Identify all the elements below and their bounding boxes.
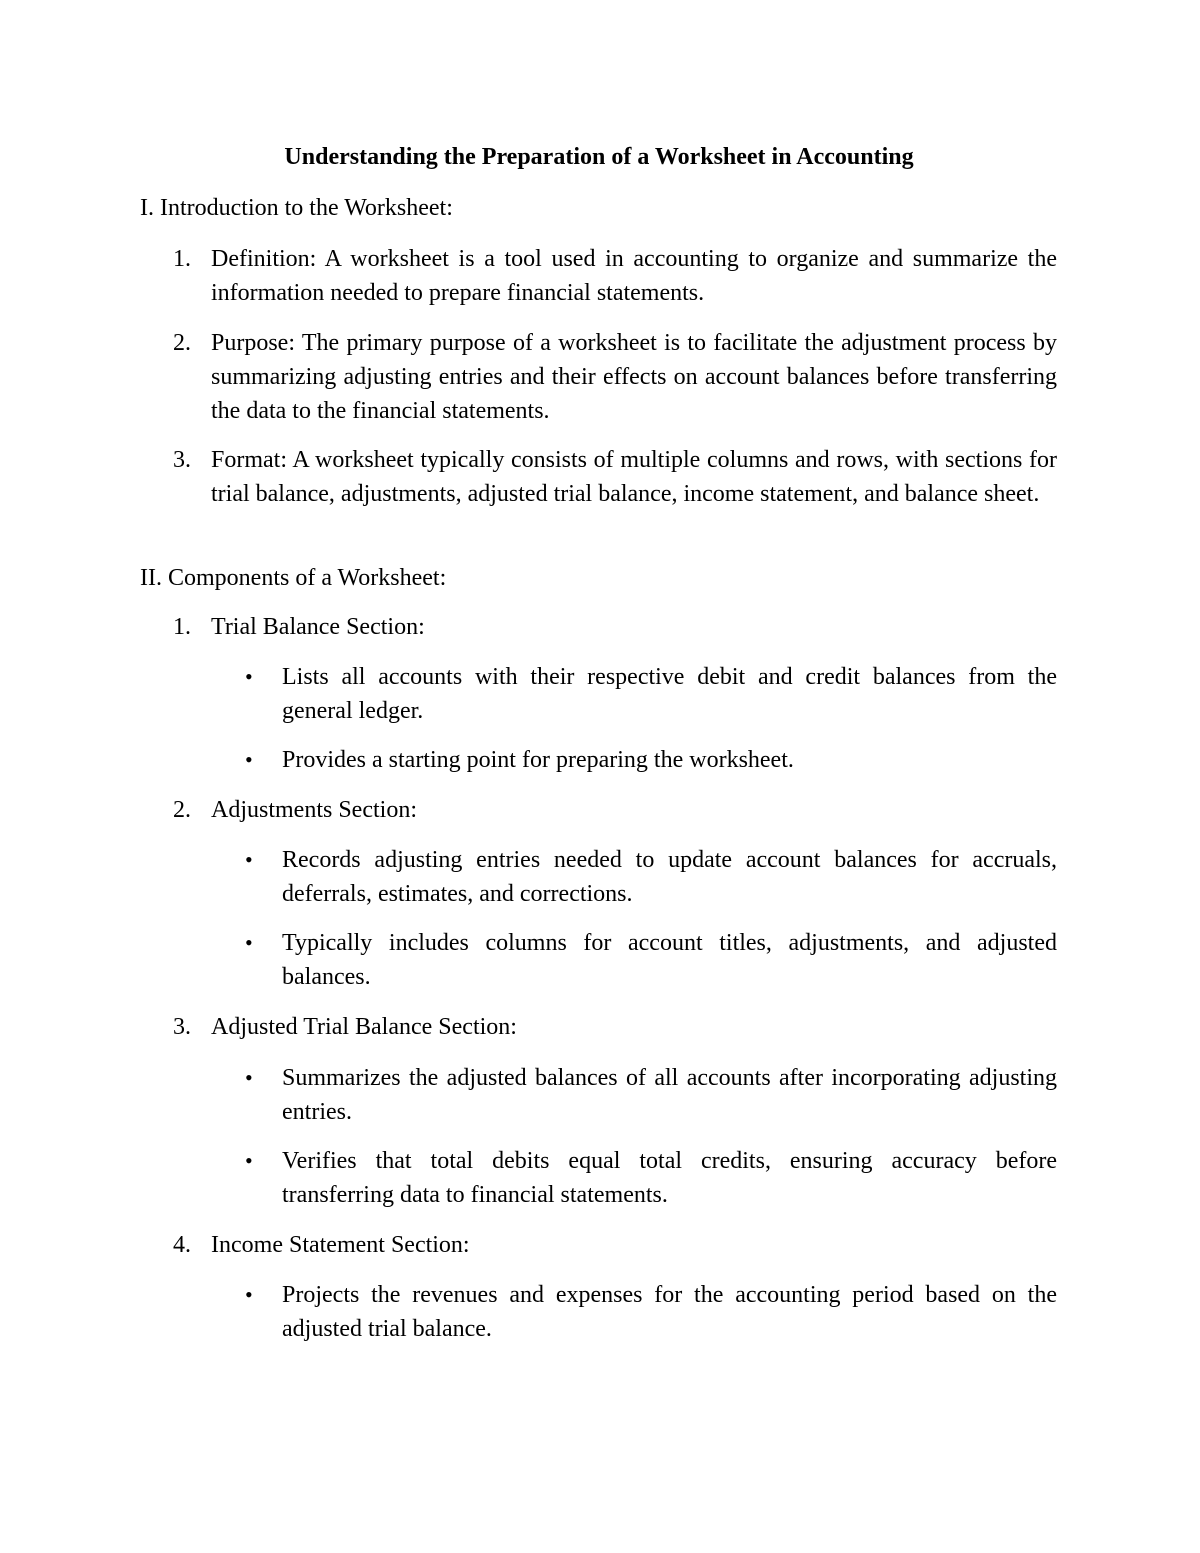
list-item-text: Format: A worksheet typically consists of multiple columns and rows, with sections for trial balance, adjustments, adjusted trial balance, income statement, and balance sheet. [211,447,1057,507]
bullet-marker: • [245,930,253,955]
list-item-number: 1. [173,246,191,272]
bullet-text: Lists all accounts with their respective debit and credit balances from the general ledger. [282,664,1057,724]
bullet-text: Summarizes the adjusted balances of all accounts after incorporating adjusting entries. [282,1065,1057,1125]
list-item-number: 2. [173,797,191,823]
bullet-marker: • [245,847,253,872]
bullet-marker: • [245,747,253,772]
bullet-text: Verifies that total debits equal total credits, ensuring accuracy before transferring data to financial statements. [282,1148,1057,1208]
bullet-marker: • [245,1148,253,1173]
list-item-number: 1. [173,614,191,640]
list-item-text: Income Statement Section: [211,1232,470,1258]
list-item-number: 3. [173,1014,191,1040]
list-item-text: Purpose: The primary purpose of a worksheet is to facilitate the adjustment process by summarizing adjusting entries and their effects on account balances before transferring the data to the financial statements. [211,330,1057,424]
bullet-marker: • [245,664,253,689]
section-heading-introduction: I. Introduction to the Worksheet: [140,195,453,221]
list-item-text: Trial Balance Section: [211,614,425,640]
list-item-number: 2. [173,330,191,356]
bullet-text: Provides a starting point for preparing the worksheet. [282,747,794,773]
list-item-text: Definition: A worksheet is a tool used in accounting to organize and summarize the information needed to prepare financial statements. [211,246,1057,306]
list-item-text: Adjusted Trial Balance Section: [211,1014,517,1040]
bullet-marker: • [245,1065,253,1090]
bullet-marker: • [245,1282,253,1307]
list-item-number: 3. [173,447,191,473]
list-item-text: Adjustments Section: [211,797,417,823]
bullet-text: Records adjusting entries needed to update account balances for accruals, deferrals, estimates, and corrections. [282,847,1057,907]
bullet-text: Projects the revenues and expenses for the accounting period based on the adjusted trial balance. [282,1282,1057,1342]
list-item-number: 4. [173,1232,191,1258]
document-title: Understanding the Preparation of a Worksheet in Accounting [284,144,914,170]
section-heading-components: II. Components of a Worksheet: [140,565,447,591]
bullet-text: Typically includes columns for account titles, adjustments, and adjusted balances. [282,930,1057,990]
